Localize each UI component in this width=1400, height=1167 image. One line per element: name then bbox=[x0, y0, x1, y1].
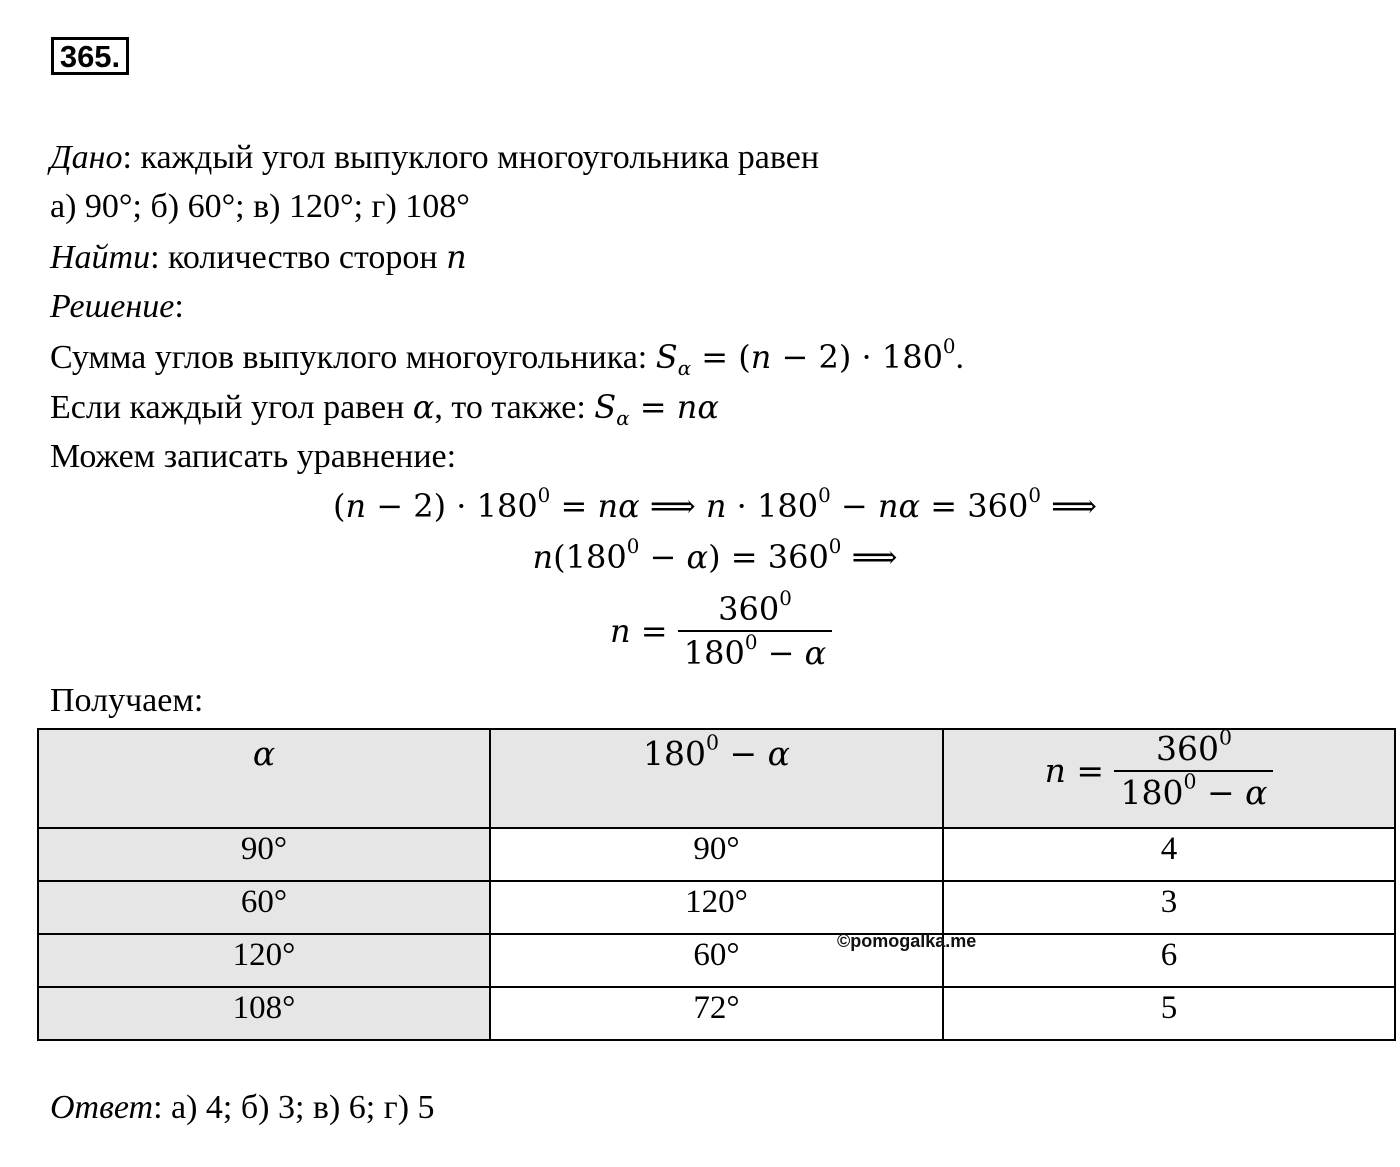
given-line bbox=[50, 136, 819, 180]
each-angle-text-2: , то также: bbox=[434, 389, 595, 426]
equation-intro: Можем записать уравнение: bbox=[50, 438, 457, 475]
given-label: Дано bbox=[50, 139, 123, 176]
given-text: : каждый угол выпуклого многоугольника равен bbox=[122, 139, 820, 176]
solution-heading bbox=[50, 285, 184, 329]
given-options: а) 90°; б) 60°; в) 120°; г) 108° bbox=[50, 188, 470, 225]
header-n-formula: n = $\frac{360^0}{180^0 - \alpha}$ bbox=[943, 729, 1395, 828]
cell-alpha: 108° bbox=[38, 987, 490, 1040]
find-text: : количество сторон bbox=[150, 239, 447, 276]
cell-difference: 60° bbox=[490, 934, 943, 987]
cell-n: 3 bbox=[943, 881, 1395, 934]
solution-label: Решение bbox=[50, 288, 175, 325]
answer-label: Ответ bbox=[50, 1089, 154, 1126]
watermark: ©pomogalka.me bbox=[837, 931, 977, 951]
results-table bbox=[37, 725, 1396, 1041]
angle-sum-text: Сумма углов выпуклого многоугольника: bbox=[50, 339, 656, 376]
cell-n: 4 bbox=[943, 828, 1395, 881]
cell-n: 6 bbox=[943, 934, 1395, 987]
answer-line bbox=[50, 1086, 435, 1130]
cell-alpha: 120° bbox=[38, 934, 490, 987]
equation-line-1: $(n - 2) \cdot 180^0 = n\alpha$ ⟹ $n \cdot 180^0 - n\alpha = 360^0$ ⟹ bbox=[332, 484, 1097, 525]
cell-difference: 90° bbox=[490, 828, 943, 881]
table-header-row bbox=[38, 729, 1395, 828]
n-fraction: $\frac{360^0}{180^0 - \alpha}$ bbox=[678, 590, 832, 672]
find-label: Найти bbox=[50, 239, 151, 276]
cell-difference: 72° bbox=[490, 987, 943, 1040]
each-angle-text: Если каждый угол равен bbox=[50, 389, 413, 426]
answer-text: : а) 4; б) 3; в) 6; г) 5 bbox=[153, 1089, 435, 1126]
each-angle-formula: $S_\alpha = n\alpha$ bbox=[594, 388, 719, 430]
table-row bbox=[38, 934, 1395, 987]
cell-alpha: 90° bbox=[38, 828, 490, 881]
result-intro: Получаем: bbox=[50, 682, 204, 719]
header-alpha: α bbox=[38, 729, 490, 828]
table-row bbox=[38, 881, 1395, 934]
table-row bbox=[38, 987, 1395, 1040]
find-variable: n bbox=[446, 238, 467, 276]
header-difference: $180^0 - \alpha$ bbox=[490, 729, 943, 828]
cell-alpha: 60° bbox=[38, 881, 490, 934]
table-row bbox=[38, 828, 1395, 881]
equation-line-2: $n(180^0 - \alpha) = 360^0$ ⟹ bbox=[532, 535, 898, 576]
solution-colon: : bbox=[174, 288, 184, 325]
cell-n: 5 bbox=[943, 987, 1395, 1040]
each-angle-line bbox=[50, 385, 719, 430]
problem-number: 365. bbox=[51, 37, 129, 75]
angle-sum-formula: $S_\alpha = (n - 2) \cdot 180^0$ bbox=[655, 335, 956, 380]
equation-line-3: n = $\frac{360^0}{180^0 - \alpha}$ bbox=[610, 590, 832, 672]
find-line bbox=[50, 235, 467, 280]
angle-sum-line: Сумма углов выпуклого многоугольника: $S_\alpha = (n - 2) \cdot 180^0$. bbox=[50, 335, 965, 380]
cell-difference: 120° bbox=[490, 881, 943, 934]
alpha-symbol: α bbox=[412, 388, 435, 426]
